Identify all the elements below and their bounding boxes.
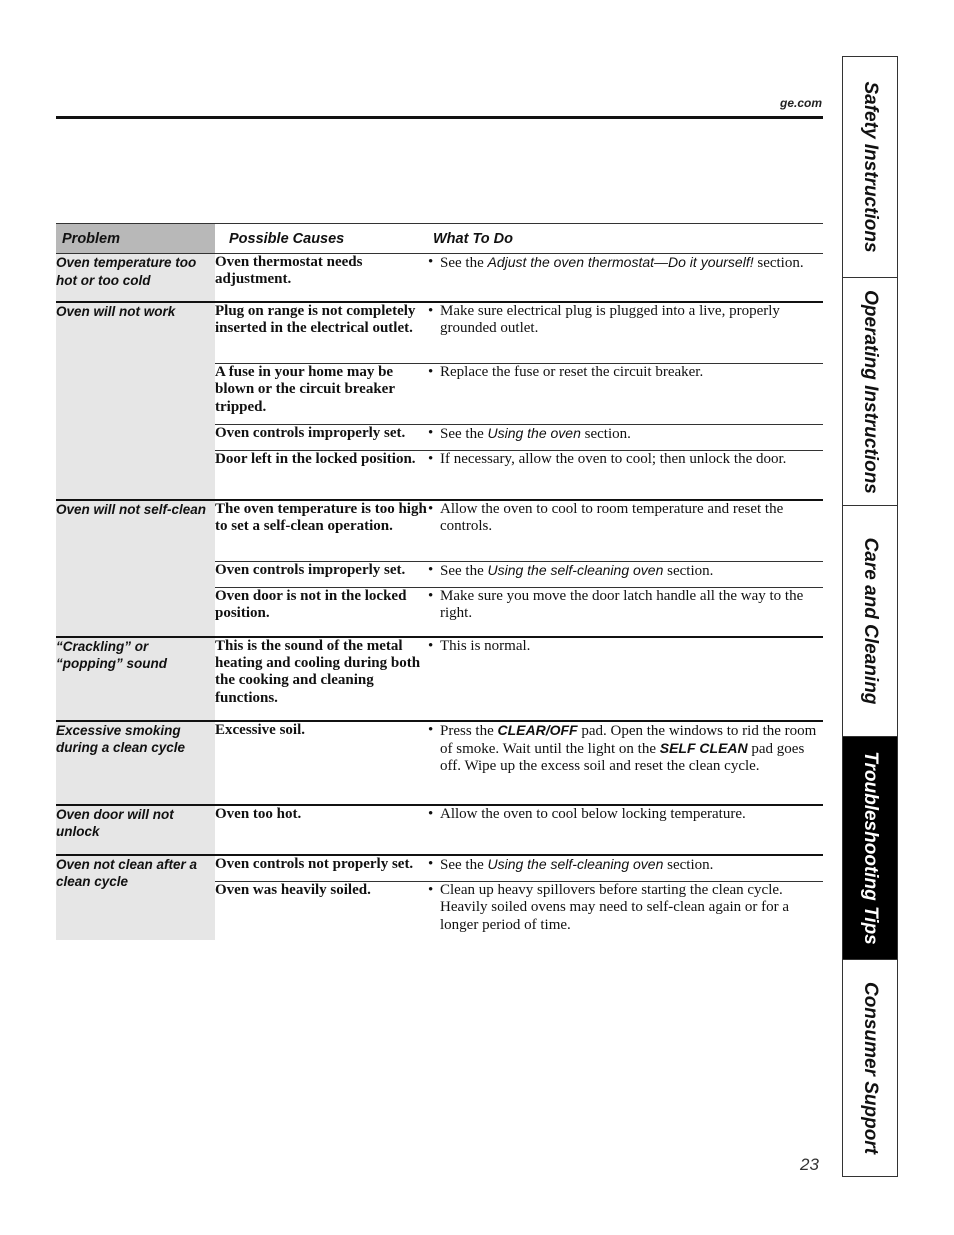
- problem-cell: Excessive smoking during a clean cycle: [56, 721, 215, 805]
- bullet: •: [428, 364, 434, 380]
- todo-text: section.: [580, 426, 631, 442]
- table-header-row: [56, 224, 823, 254]
- cause-cell: Oven door is not in the locked position.: [215, 588, 428, 637]
- todo-item: [428, 588, 823, 623]
- cause-cell: Excessive soil.: [215, 721, 428, 805]
- cause-cell: Oven was heavily soiled.: [215, 882, 428, 940]
- bullet: •: [428, 805, 434, 822]
- todo-item: [428, 638, 823, 655]
- table-row: [56, 302, 823, 364]
- problem-cell: Oven will not self-clean: [56, 500, 215, 637]
- cause-cell: The oven temperature is too high to set a self-clean operation.: [215, 500, 428, 562]
- table-row: [56, 855, 823, 882]
- todo-text: section.: [663, 563, 714, 579]
- todo-text: pad goes off. Wipe up the excess soil and reset the clean cycle.: [440, 740, 805, 775]
- table-body: [56, 254, 823, 940]
- todo-text: See the: [440, 856, 488, 873]
- table-row: [56, 254, 823, 302]
- tab-safety-instructions[interactable]: [843, 57, 897, 278]
- emphasized-text: CLEAR/OFF: [497, 721, 578, 738]
- todo-cell: [428, 302, 823, 364]
- todo-item: [428, 722, 823, 776]
- todo-cell: [428, 637, 823, 721]
- tab-care-and-cleaning[interactable]: [843, 506, 897, 737]
- cause-cell: Oven controls improperly set.: [215, 425, 428, 451]
- cause-cell: Door left in the locked position.: [215, 451, 428, 500]
- todo-text: See the: [440, 426, 488, 442]
- todo-text: Allow the oven to cool to room temperature and reset the controls.: [440, 500, 784, 534]
- page-number: 23: [800, 1155, 819, 1174]
- cause-cell: Oven too hot.: [215, 805, 428, 855]
- tab-consumer-support[interactable]: [843, 960, 897, 1176]
- todo-cell: [428, 425, 823, 451]
- todo-text: Clean up heavy spillovers before starting the clean cycle. Heavily soiled ovens may need to self-clean again or for a longer period of time.: [440, 882, 790, 933]
- bullet: •: [428, 254, 434, 270]
- todo-cell: [428, 500, 823, 562]
- emphasized-text: SELF CLEAN: [659, 739, 748, 756]
- todo-item: [428, 303, 823, 338]
- bullet: •: [428, 425, 434, 441]
- todo-text: If necessary, allow the oven to cool; then unlock the door.: [440, 451, 787, 467]
- problem-cell: Oven temperature too hot or too cold: [56, 254, 215, 302]
- tab-label: Troubleshooting Tips: [860, 751, 881, 945]
- emphasized-text: Using the self-cleaning oven: [487, 562, 664, 578]
- todo-item: [428, 856, 823, 874]
- problem-cell: Oven door will not unlock: [56, 805, 215, 855]
- todo-item: [428, 254, 823, 272]
- table-row: [56, 805, 823, 855]
- todo-text: pad. Open the windows to rid the room of smoke. Wait until the light on the: [440, 722, 817, 757]
- todo-column-header: What To Do: [433, 230, 513, 247]
- emphasized-text: Using the self-cleaning oven: [487, 855, 664, 872]
- todo-cell: [428, 588, 823, 637]
- bullet: •: [428, 451, 434, 467]
- causes-column-header: Possible Causes: [229, 230, 345, 247]
- todo-text: Replace the fuse or reset the circuit breaker.: [440, 364, 704, 380]
- cause-cell: Plug on range is not completely inserted in the electrical outlet.: [215, 302, 428, 364]
- tab-label: Operating Instructions: [860, 289, 881, 494]
- todo-text: section.: [753, 255, 804, 271]
- problem-column-header: Problem: [56, 224, 215, 254]
- troubleshooting-table: [56, 223, 823, 940]
- table-row: [56, 721, 823, 805]
- table-row: [56, 500, 823, 562]
- bullet: •: [428, 588, 434, 604]
- todo-cell: [428, 805, 823, 855]
- todo-item: [428, 501, 823, 536]
- todo-cell: [428, 451, 823, 500]
- todo-cell: [428, 562, 823, 588]
- emphasized-text: Using the oven: [487, 425, 581, 441]
- todo-item: [428, 806, 823, 823]
- bullet: •: [428, 855, 434, 872]
- bullet: •: [428, 562, 434, 578]
- cause-cell: A fuse in your home may be blown or the circuit breaker tripped.: [215, 364, 428, 425]
- todo-cell: [428, 882, 823, 940]
- todo-text: This is normal.: [440, 637, 531, 654]
- problem-cell: “Crackling” or “popping” sound: [56, 637, 215, 721]
- todo-cell: [428, 364, 823, 425]
- bullet: •: [428, 637, 434, 654]
- todo-text: Make sure you move the door latch handle all the way to the right.: [440, 588, 804, 622]
- emphasized-text: Adjust the oven thermostat—Do it yourself!: [487, 254, 754, 270]
- problem-cell: Oven will not work: [56, 302, 215, 500]
- todo-item: [428, 882, 823, 934]
- tab-operating-instructions[interactable]: [843, 278, 897, 506]
- site-url[interactable]: ge.com: [779, 96, 822, 110]
- todo-text: Press the: [440, 722, 498, 739]
- cause-cell: Oven controls improperly set.: [215, 562, 428, 588]
- cause-cell: Oven controls not properly set.: [215, 855, 428, 882]
- tab-troubleshooting-tips[interactable]: [843, 737, 897, 960]
- bullet: •: [428, 721, 434, 738]
- cause-cell: This is the sound of the metal heating and cooling during both the cooking and cleaning functions.: [215, 637, 428, 721]
- section-tabs: [842, 56, 898, 1177]
- todo-item: [428, 364, 823, 381]
- todo-text: section.: [663, 856, 714, 873]
- todo-text: See the: [440, 255, 488, 271]
- todo-item: [428, 562, 823, 580]
- todo-cell: [428, 855, 823, 882]
- todo-item: [428, 425, 823, 443]
- problem-cell: Oven not clean after a clean cycle: [56, 855, 215, 940]
- cause-cell: Oven thermostat needs adjustment.: [215, 254, 363, 288]
- bullet: •: [428, 882, 434, 898]
- bullet: •: [428, 500, 434, 517]
- todo-text: See the: [440, 563, 488, 579]
- header-rule: [56, 116, 823, 119]
- todo-text: Make sure electrical plug is plugged into a live, properly grounded outlet.: [440, 302, 780, 336]
- todo-text: Allow the oven to cool below locking temperature.: [440, 805, 746, 822]
- bullet: •: [428, 302, 434, 319]
- table-row: [56, 637, 823, 721]
- tab-label: Consumer Support: [860, 981, 881, 1155]
- todo-cell: [428, 721, 823, 805]
- tab-label: Safety Instructions: [860, 81, 881, 253]
- tab-label: Care and Cleaning: [860, 537, 881, 705]
- todo-cell: [428, 254, 823, 302]
- todo-item: [428, 451, 823, 468]
